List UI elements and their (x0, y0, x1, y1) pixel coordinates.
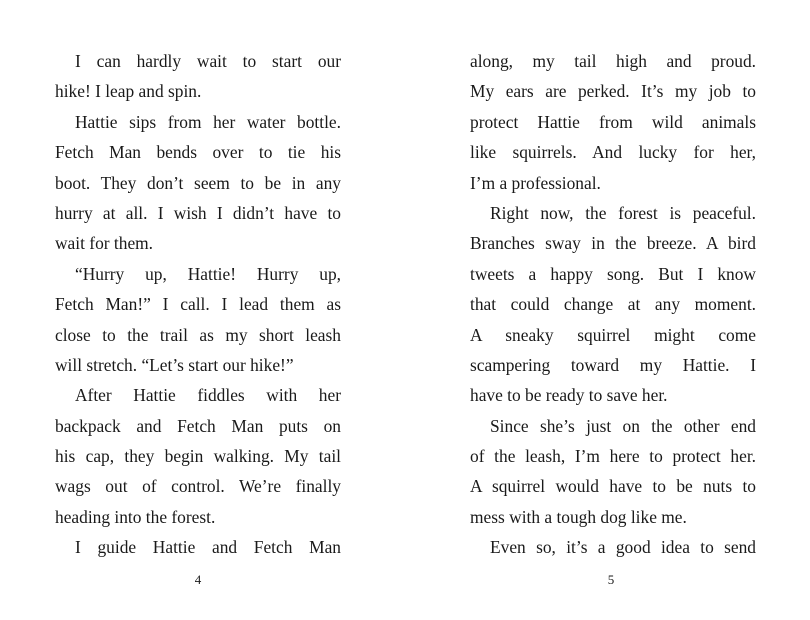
text-line: scampering toward my Hattie. I (470, 354, 756, 375)
text-line: Branches sway in the breeze. A bird (470, 233, 756, 254)
text-line: mess with a tough dog like me. (470, 506, 687, 527)
text-line: I can hardly wait to start our (75, 51, 341, 71)
text-line: I’m a professional. (470, 172, 601, 193)
text-line: heading into the forest. (55, 506, 216, 527)
text-line: A squirrel would have to be nuts to (470, 476, 756, 497)
text-line: Even so, it’s a good idea to send (490, 537, 756, 558)
text-line: of the leash, I’m here to protect her. (470, 446, 756, 467)
text-line: close to the trail as my short leash (55, 324, 341, 345)
text-line: I guide Hattie and Fetch Man (75, 537, 341, 558)
right-page (470, 46, 756, 563)
text-line: Since she’s just on the other end (490, 415, 756, 436)
text-line: “Hurry up, Hattie! Hurry up, (75, 263, 341, 284)
text-line: A sneaky squirrel might come (470, 324, 756, 345)
text-line: Right now, the forest is peaceful. (490, 202, 756, 223)
text-line: tweets a happy song. But I know (470, 263, 756, 284)
text-line: Fetch Man bends over to tie his (55, 142, 341, 163)
page-number-right: 5 (607, 572, 615, 587)
text-line: Fetch Man!” I call. I lead them as (55, 294, 341, 315)
text-line: like squirrels. And lucky for her, (470, 142, 756, 163)
text-line: After Hattie fiddles with her (75, 385, 341, 406)
text-line: Hattie sips from her water bottle. (75, 111, 341, 132)
page-number-left: 4 (194, 572, 202, 587)
text-line: along, my tail high and proud. (470, 51, 756, 71)
text-line: that could change at any moment. (470, 294, 756, 315)
text-line: boot. They don’t seem to be in any (55, 172, 341, 193)
text-line: protect Hattie from wild animals (470, 111, 756, 132)
text-line: My ears are perked. It’s my job to (470, 81, 756, 102)
text-line: wags out of control. We’re finally (55, 476, 341, 497)
text-line: wait for them. (55, 233, 154, 254)
text-line: his cap, they begin walking. My tail (55, 446, 341, 467)
text-line: hurry at all. I wish I didn’t have to (55, 202, 341, 223)
text-line: have to be ready to save her. (470, 385, 668, 406)
text-line: backpack and Fetch Man puts on (55, 415, 341, 436)
left-page (55, 46, 341, 563)
text-line: will stretch. “Let’s start our hike!” (55, 354, 294, 375)
text-line: hike! I leap and spin. (55, 81, 202, 102)
